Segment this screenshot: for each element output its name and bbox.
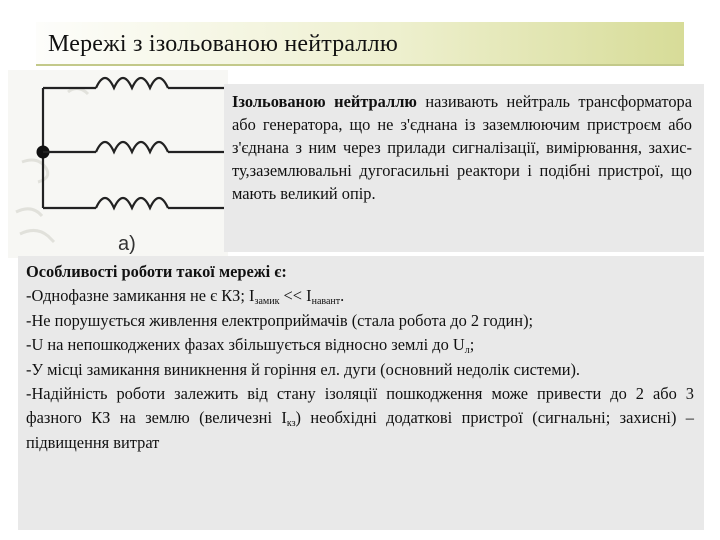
feature-item-5: -Надійність роботи залежить від стану ізоляції пошкодження може привести до 2 або 3 фазного КЗ на землю (величезні $I_{кз}$) необхідні додаткові пристрої (сигнальні; захисні) – підвищення витрат (26, 384, 695, 452)
features-box (18, 256, 704, 530)
title-bar (36, 22, 684, 66)
feature-item-2: -Не порушується живлення електроприймачів (стала робота до 2 годин); (26, 310, 534, 330)
coil-b (96, 142, 168, 152)
feature-item-4: -У місці замикання виникнення й горіння ел. дуги (основний недолік системи). (26, 359, 581, 379)
definition-text: називають нейтраль трансформатора або генератора, що не з'єднана із заземлюючим пристроєм або з'єднана з ним через прилади сигналізації, вимірювання, захис-ту,заземлювальні дугогасильні реактори і подібні пристрої, що мають великий опір. (232, 92, 692, 203)
definition-box (224, 84, 704, 252)
diagram-label: а) (118, 233, 136, 255)
features-title: Особливості роботи такої мережі є: (26, 262, 287, 281)
winding-schematic (8, 70, 228, 258)
slide-title: Мережі з ізольованою нейтраллю (48, 31, 398, 57)
feature-item-1: -Однофазне замикання не є КЗ; $I_{замик} << I_{навант}$. (26, 286, 345, 308)
feature-item-3: -U на непошкоджених фазах збільшується відносно землі до $U_л$; (26, 335, 475, 357)
coil-a (96, 78, 168, 88)
star-winding-diagram (8, 70, 228, 258)
coil-c (96, 198, 168, 208)
definition-term: Ізольованою нейтраллю (232, 92, 417, 111)
